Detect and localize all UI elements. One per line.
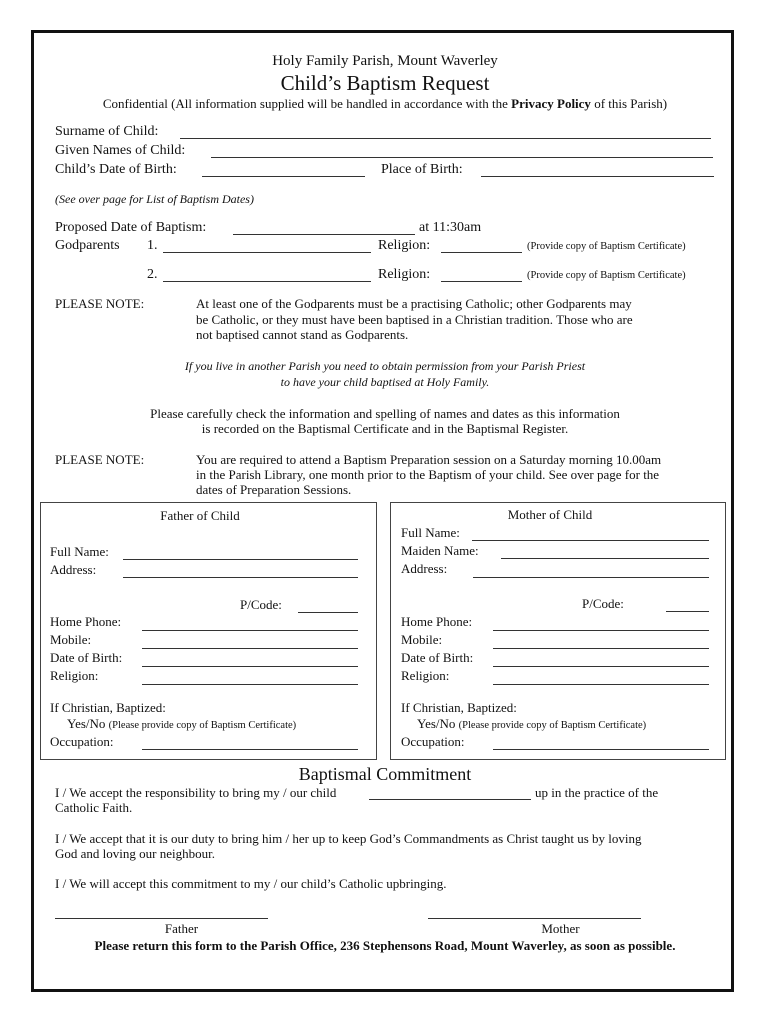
mother-address-field[interactable] bbox=[473, 577, 709, 578]
commitment-1-line-2: Catholic Faith. bbox=[55, 800, 133, 815]
privacy-policy-text: Privacy Policy bbox=[511, 96, 591, 111]
father-mobile-label: Mobile: bbox=[50, 632, 92, 647]
check-note-2: is recorded on the Baptismal Certificate and in the Baptismal Register. bbox=[201, 421, 569, 436]
godparent-note-line-2: be Catholic, or they must have been baptised in a Christian tradition. Those who are bbox=[196, 312, 633, 327]
mother-heading: Mother of Child bbox=[507, 507, 593, 522]
commitment-3: I / We will accept this commitment to my / our child’s Catholic upbringing. bbox=[55, 876, 447, 891]
mother-yes-no-note: (Please provide copy of Baptism Certificate) bbox=[458, 720, 647, 731]
child-dob-field[interactable] bbox=[202, 176, 365, 177]
page-title: Child’s Baptism Request bbox=[280, 71, 490, 95]
mother-address-label: Address: bbox=[401, 561, 448, 576]
father-home-phone-field[interactable] bbox=[142, 630, 358, 631]
prep-note-line-1: You are required to attend a Baptism Preparation session on a Saturday morning 10.00am bbox=[196, 452, 662, 467]
godparent-note-line-3: not baptised cannot stand as Godparents. bbox=[196, 327, 409, 342]
child-name-commitment-field[interactable] bbox=[369, 799, 531, 800]
godparent-1-field[interactable] bbox=[163, 252, 371, 253]
father-full-name-label: Full Name: bbox=[50, 544, 109, 559]
see-over-note: (See over page for List of Baptism Dates) bbox=[55, 192, 254, 206]
commitment-2-line-1: I / We accept that it is our duty to bring him / her up to keep God’s Commandments as Christ taught us by loving bbox=[55, 831, 642, 846]
child-dob-label: Child’s Date of Birth: bbox=[55, 162, 177, 177]
father-christian-label: If Christian, Baptized: bbox=[50, 700, 166, 715]
mother-full-name-label: Full Name: bbox=[401, 525, 460, 540]
godparent-2-number: 2. bbox=[147, 267, 158, 282]
mother-pcode-field[interactable] bbox=[666, 611, 709, 612]
commitment-1-start: I / We accept the responsibility to bring my / our child bbox=[55, 785, 337, 800]
father-dob-field[interactable] bbox=[142, 666, 358, 667]
mother-yes-no[interactable] bbox=[417, 716, 646, 732]
godparent-2-copy-note: (Provide copy of Baptism Certificate) bbox=[527, 270, 686, 281]
godparent-1-copy-note: (Provide copy of Baptism Certificate) bbox=[527, 241, 686, 252]
commitment-heading: Baptismal Commitment bbox=[298, 764, 472, 784]
father-full-name-field[interactable] bbox=[123, 559, 358, 560]
return-instructions: Please return this form to the Parish Office, 236 Stephensons Road, Mount Waverley, as soon as possible. bbox=[94, 938, 676, 953]
mother-pcode-label: P/Code: bbox=[582, 596, 624, 611]
please-note-label-2: PLEASE NOTE: bbox=[55, 452, 145, 467]
mother-maiden-name-label: Maiden Name: bbox=[401, 543, 479, 558]
commitment-1-end: up in the practice of the bbox=[535, 785, 659, 800]
father-mobile-field[interactable] bbox=[142, 648, 358, 649]
father-yes-no-note: (Please provide copy of Baptism Certificate) bbox=[108, 720, 297, 731]
parish-name: Holy Family Parish, Mount Waverley bbox=[272, 53, 498, 69]
godparent-1-religion-label: Religion: bbox=[378, 238, 431, 253]
commitment-2-line-2: God and loving our neighbour. bbox=[55, 846, 215, 861]
father-signature-field[interactable] bbox=[55, 918, 268, 919]
father-home-phone-label: Home Phone: bbox=[50, 614, 122, 629]
mother-dob-label: Date of Birth: bbox=[401, 650, 474, 665]
mother-yes-no-text: Yes/No bbox=[417, 716, 456, 731]
mother-religion-field[interactable] bbox=[493, 684, 709, 685]
godparents-label: Godparents bbox=[55, 238, 120, 253]
proposed-date-label: Proposed Date of Baptism: bbox=[55, 220, 207, 235]
godparent-2-religion-field[interactable] bbox=[441, 281, 522, 282]
father-occupation-label: Occupation: bbox=[50, 734, 114, 749]
mother-occupation-field[interactable] bbox=[493, 749, 709, 750]
father-religion-field[interactable] bbox=[142, 684, 358, 685]
please-note-label-1: PLEASE NOTE: bbox=[55, 296, 145, 311]
place-of-birth-label: Place of Birth: bbox=[381, 162, 463, 177]
father-dob-label: Date of Birth: bbox=[50, 650, 123, 665]
confidential-text-end: of this Parish) bbox=[590, 96, 668, 111]
mother-maiden-name-field[interactable] bbox=[501, 558, 709, 559]
given-names-label: Given Names of Child: bbox=[55, 143, 186, 158]
mother-home-phone-field[interactable] bbox=[493, 630, 709, 631]
proposed-date-field[interactable] bbox=[233, 234, 415, 235]
mother-signature-field[interactable] bbox=[428, 918, 641, 919]
prep-note-line-2: in the Parish Library, one month prior to the Baptism of your child. See over page for the bbox=[196, 467, 660, 482]
father-address-field[interactable] bbox=[123, 577, 358, 578]
father-religion-label: Religion: bbox=[50, 668, 99, 683]
mother-full-name-field[interactable] bbox=[472, 540, 709, 541]
father-signature-label: Father bbox=[164, 921, 199, 936]
other-parish-note-2: to have your child baptised at Holy Family. bbox=[280, 375, 490, 389]
godparent-2-field[interactable] bbox=[163, 281, 371, 282]
mother-christian-label: If Christian, Baptized: bbox=[401, 700, 517, 715]
father-yes-no[interactable] bbox=[67, 716, 296, 732]
father-heading: Father of Child bbox=[160, 508, 240, 523]
godparent-note-line-1: At least one of the Godparents must be a practising Catholic; other Godparents may bbox=[196, 296, 632, 311]
prep-note-line-3: dates of Preparation Sessions. bbox=[196, 482, 352, 497]
father-pcode-field[interactable] bbox=[298, 612, 358, 613]
father-yes-no-text: Yes/No bbox=[67, 716, 106, 731]
father-address-label: Address: bbox=[50, 562, 97, 577]
godparent-2-religion-label: Religion: bbox=[378, 267, 431, 282]
place-of-birth-field[interactable] bbox=[481, 176, 714, 177]
godparent-1-religion-field[interactable] bbox=[441, 252, 522, 253]
other-parish-note-1: If you live in another Parish you need to obtain permission from your Parish Priest bbox=[184, 359, 586, 373]
confidential-text: Confidential (All information supplied will be handled in accordance with the bbox=[102, 96, 512, 111]
mother-mobile-label: Mobile: bbox=[401, 632, 443, 647]
surname-label: Surname of Child: bbox=[55, 124, 159, 139]
mother-signature-label: Mother bbox=[541, 921, 580, 936]
mother-dob-field[interactable] bbox=[493, 666, 709, 667]
confidential-note bbox=[0, 96, 770, 112]
mother-religion-label: Religion: bbox=[401, 668, 450, 683]
baptism-time: at 11:30am bbox=[419, 220, 482, 235]
surname-field[interactable] bbox=[180, 138, 711, 139]
check-note-1: Please carefully check the information and spelling of names and dates as this information bbox=[150, 406, 620, 421]
godparent-1-number: 1. bbox=[147, 238, 158, 253]
father-occupation-field[interactable] bbox=[142, 749, 358, 750]
mother-home-phone-label: Home Phone: bbox=[401, 614, 473, 629]
mother-occupation-label: Occupation: bbox=[401, 734, 465, 749]
mother-mobile-field[interactable] bbox=[493, 648, 709, 649]
father-pcode-label: P/Code: bbox=[240, 597, 282, 612]
given-names-field[interactable] bbox=[211, 157, 713, 158]
